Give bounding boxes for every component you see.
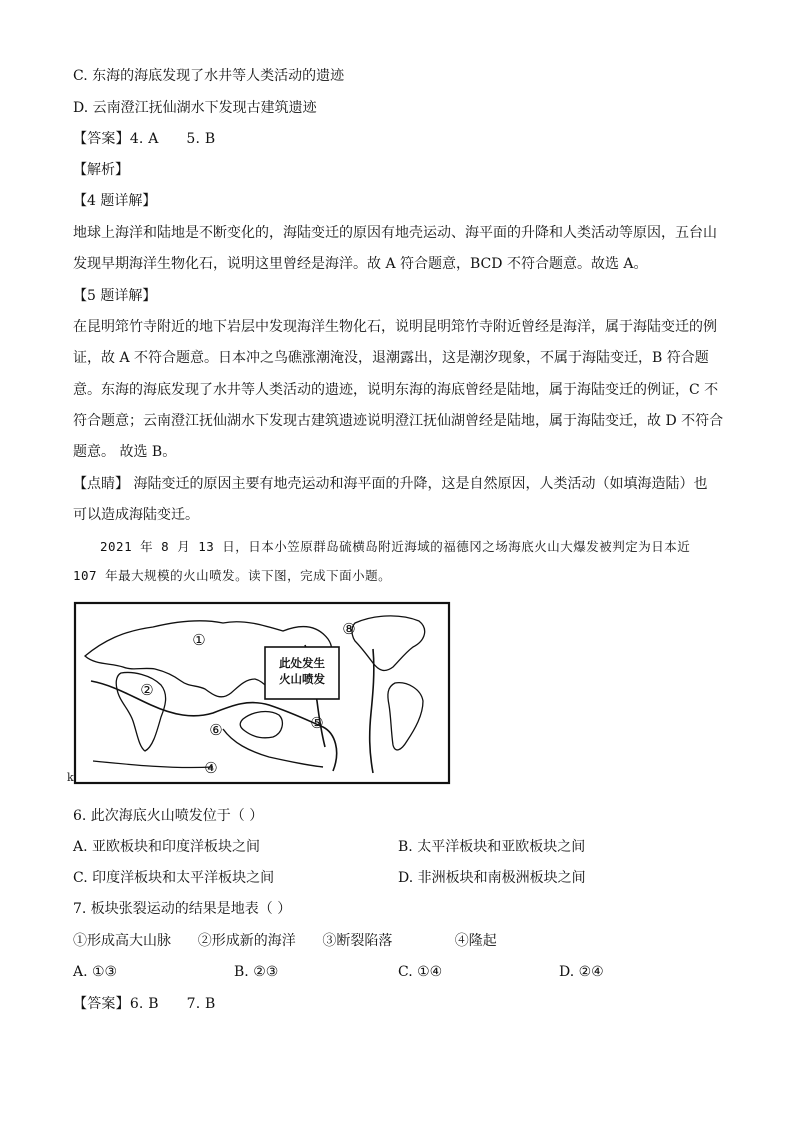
- question-7: 7. 板块张裂运动的结果是地表（ ）: [73, 901, 292, 917]
- tip-line-2: 可以造成海陆变迁。: [73, 507, 199, 523]
- plate-label-2: ②: [140, 681, 154, 699]
- tip-label: 【点睛】: [73, 476, 129, 492]
- map-corner-mark: k: [67, 771, 74, 784]
- answer-label-2: 【答案】: [73, 996, 130, 1012]
- q5-detail-line-1: 在昆明筇竹寺附近的地下岩层中发现海洋生物化石，说明昆明筇竹寺附近曾经是海洋，属于海陆变迁的例: [73, 319, 717, 335]
- q4-detail-heading: 【4 题详解】: [73, 193, 157, 209]
- q7-option-b: B. ②③: [234, 964, 279, 980]
- option-c-q5: C. 东海的海底发现了水井等人类活动的遗迹: [73, 68, 345, 84]
- plate-label-1: ①: [192, 631, 206, 649]
- q5-detail-line-5: 题意。 故选 B。: [73, 444, 177, 460]
- q5-detail-line-4: 符合题意；云南澄江抚仙湖水下发现古建筑遗迹说明澄江抚仙湖曾经是陆地，属于海陆变迁，故 D 不符合: [73, 413, 724, 429]
- answer-text: 4. A 5. B: [129, 131, 216, 147]
- answer-label: 【答案】: [73, 131, 130, 147]
- q7-option-d: D. ②④: [559, 964, 604, 980]
- q6-option-d: D. 非洲板块和南极洲板块之间: [398, 870, 586, 886]
- context-line-1: 2021 年 8 月 13 日，日本小笠原群岛硫横岛附近海域的福德冈之场海底火山大爆发被判定为日本近: [100, 539, 691, 554]
- volcano-label-line-2: 火山喷发: [279, 672, 325, 686]
- q6-option-a: A. 亚欧板块和印度洋板块之间: [73, 839, 261, 855]
- answer-line-6-7: [73, 994, 216, 1014]
- q6-option-b: B. 太平洋板块和亚欧板块之间: [398, 839, 586, 855]
- volcano-label-line-1: 此处发生: [279, 656, 325, 670]
- q7-option-c: C. ①④: [398, 964, 443, 980]
- q5-detail-line-2: 证，故 A 不符合题意。日本冲之鸟礁涨潮淹没，退潮露出，这是潮汐现象，不属于海陆变迁，B 符合题: [73, 350, 709, 366]
- q7-statements: ①形成高大山脉 ②形成新的海洋 ③断裂陷落 ④隆起: [73, 933, 497, 949]
- plate-label-6: ⑥: [209, 721, 223, 739]
- question-6: 6. 此次海底火山喷发位于（ ）: [73, 808, 264, 824]
- answer-text-2: 6. B 7. B: [129, 996, 216, 1012]
- q5-detail-line-3: 意。东海的海底发现了水井等人类活动的遗迹，说明东海的海底曾经是陆地，属于海陆变迁的例证，C 不: [73, 382, 719, 398]
- plate-map-svg: [73, 601, 451, 785]
- plate-label-8: ⑧: [342, 620, 356, 638]
- q4-detail-line-1: 地球上海洋和陆地是不断变化的，海陆变迁的原因有地壳运动、海平面的升降和人类活动等原因，五台山: [73, 225, 717, 241]
- option-d-q5: D. 云南澄江抚仙湖水下发现古建筑遗迹: [73, 100, 317, 116]
- q4-detail-line-2: 发现早期海洋生物化石，说明这里曾经是海洋。故 A 符合题意，BCD 不符合题意。故选 A。: [73, 256, 648, 272]
- plate-label-4: ④: [204, 759, 218, 777]
- plate-map: [73, 601, 451, 785]
- plate-label-5: ⑤: [310, 714, 324, 732]
- tip-text: 海陆变迁的原因主要有地壳运动和海平面的升降，这是自然原因，人类活动（如填海造陆）也: [133, 476, 708, 492]
- q7-option-a: A. ①③: [73, 964, 118, 980]
- context-line-2: 107 年最大规模的火山喷发。读下图，完成下面小题。: [73, 568, 392, 583]
- tip-line-1: [73, 474, 707, 494]
- q5-detail-heading: 【5 题详解】: [73, 288, 157, 304]
- answer-line-4-5: [73, 129, 215, 149]
- q6-option-c: C. 印度洋板块和太平洋板块之间: [73, 870, 275, 886]
- analysis-heading: 【解析】: [73, 162, 129, 178]
- map-frame: [75, 603, 449, 783]
